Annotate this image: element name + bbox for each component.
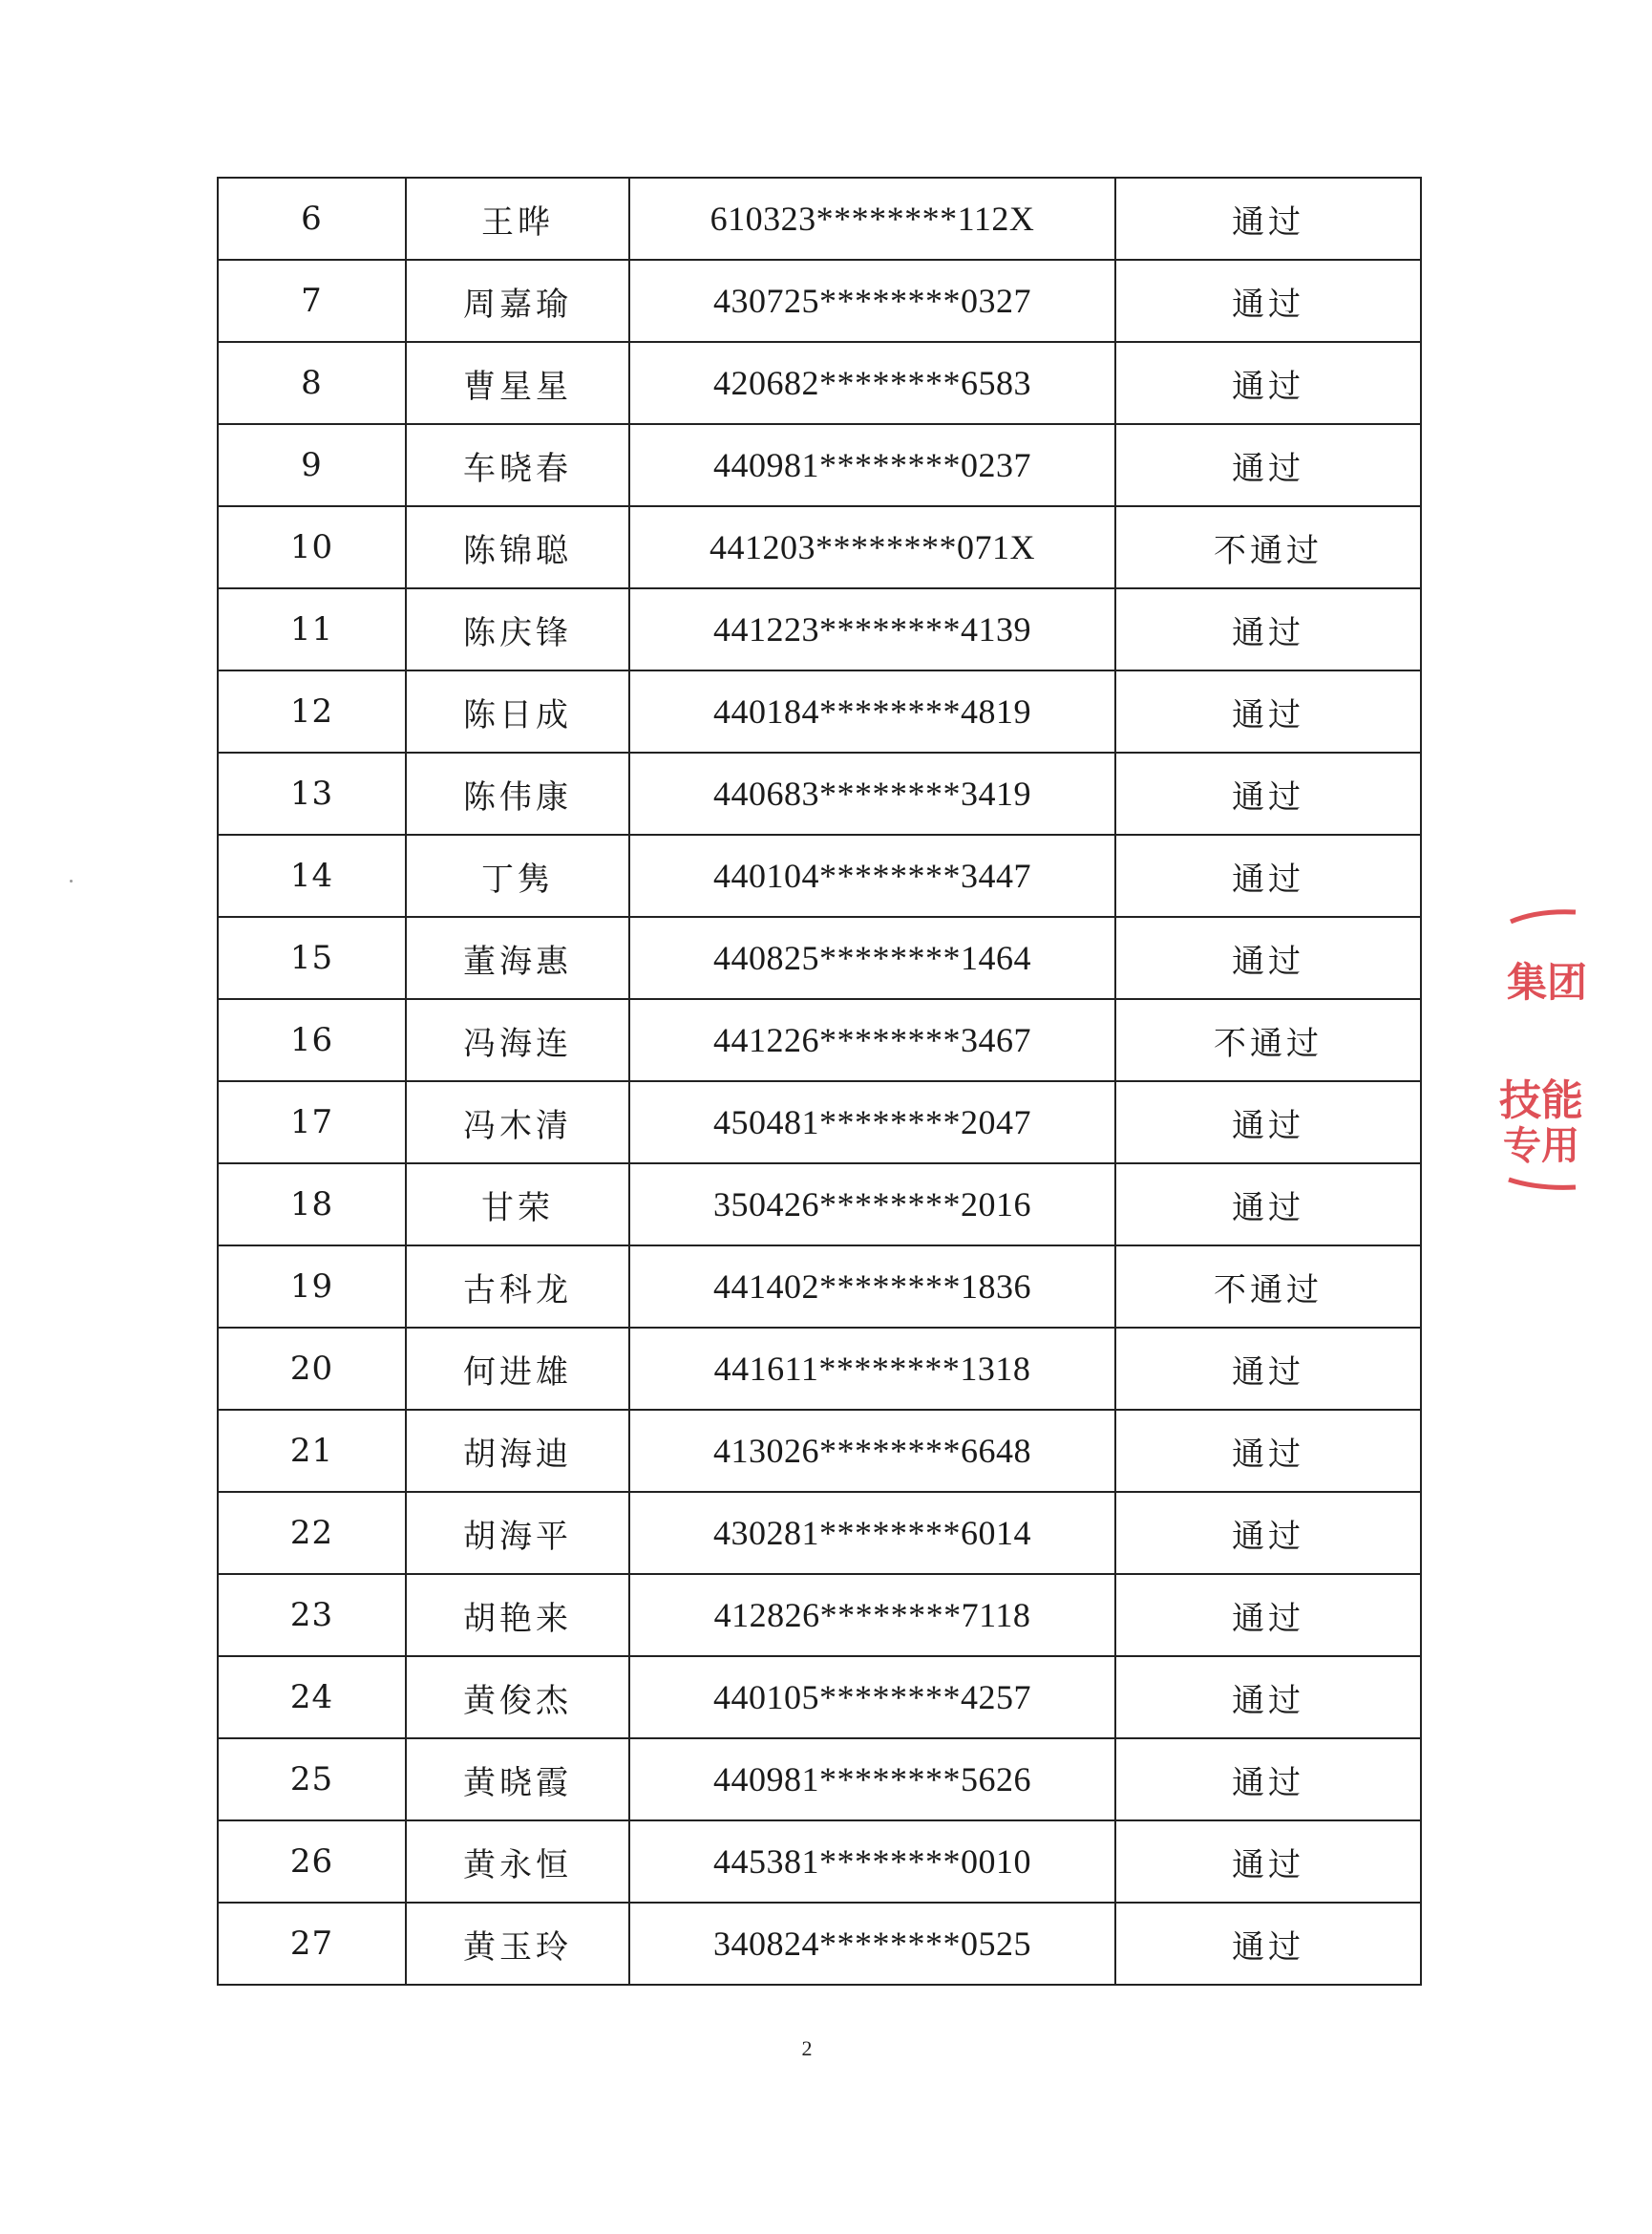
result-cell: 通过 <box>1115 1903 1421 1985</box>
name-cell: 陈伟康 <box>406 753 629 835</box>
row-number-cell: 7 <box>218 260 406 342</box>
id-number-cell: 440104********3447 <box>629 835 1115 917</box>
id-number-cell: 413026********6648 <box>629 1410 1115 1492</box>
id-number-cell: 441223********4139 <box>629 588 1115 670</box>
name-cell: 冯海连 <box>406 999 629 1081</box>
result-cell: 通过 <box>1115 670 1421 753</box>
table-row <box>218 1163 1421 1245</box>
result-cell: 通过 <box>1115 1820 1421 1903</box>
result-cell: 通过 <box>1115 753 1421 835</box>
id-number-cell: 441611********1318 <box>629 1328 1115 1410</box>
name-cell: 陈锦聪 <box>406 506 629 588</box>
table-row <box>218 424 1421 506</box>
row-number-cell: 13 <box>218 753 406 835</box>
name-cell: 胡海平 <box>406 1492 629 1574</box>
table-row <box>218 1328 1421 1410</box>
table-row <box>218 917 1421 999</box>
name-cell: 曹星星 <box>406 342 629 424</box>
name-cell: 胡海迪 <box>406 1410 629 1492</box>
name-cell: 何进雄 <box>406 1328 629 1410</box>
table-row <box>218 1410 1421 1492</box>
id-number-cell: 430281********6014 <box>629 1492 1115 1574</box>
result-cell: 通过 <box>1115 1656 1421 1738</box>
result-cell: 通过 <box>1115 588 1421 670</box>
id-number-cell: 441226********3467 <box>629 999 1115 1081</box>
id-number-cell: 440105********4257 <box>629 1656 1115 1738</box>
result-cell: 通过 <box>1115 1738 1421 1820</box>
name-cell: 周嘉瑜 <box>406 260 629 342</box>
name-cell: 甘荣 <box>406 1163 629 1245</box>
table-row <box>218 1492 1421 1574</box>
table-row <box>218 1656 1421 1738</box>
row-number-cell: 25 <box>218 1738 406 1820</box>
official-seal-stamp <box>1499 893 1588 1199</box>
table-row <box>218 1574 1421 1656</box>
result-cell: 不通过 <box>1115 1245 1421 1328</box>
id-number-cell: 610323********112X <box>629 178 1115 260</box>
scan-speck <box>70 880 73 883</box>
row-number-cell: 12 <box>218 670 406 753</box>
id-number-cell: 440825********1464 <box>629 917 1115 999</box>
id-number-cell: 440981********5626 <box>629 1738 1115 1820</box>
page-number: 2 <box>801 2036 813 2060</box>
table-row <box>218 588 1421 670</box>
id-number-cell: 412826********7118 <box>629 1574 1115 1656</box>
row-number-cell: 14 <box>218 835 406 917</box>
id-number-cell: 440981********0237 <box>629 424 1115 506</box>
id-number-cell: 441402********1836 <box>629 1245 1115 1328</box>
name-cell: 黄俊杰 <box>406 1656 629 1738</box>
result-cell: 不通过 <box>1115 506 1421 588</box>
table-row <box>218 1903 1421 1985</box>
row-number-cell: 16 <box>218 999 406 1081</box>
row-number-cell: 26 <box>218 1820 406 1903</box>
result-cell: 通过 <box>1115 178 1421 260</box>
row-number-cell: 10 <box>218 506 406 588</box>
id-number-cell: 441203********071X <box>629 506 1115 588</box>
result-cell: 通过 <box>1115 1328 1421 1410</box>
name-cell: 胡艳来 <box>406 1574 629 1656</box>
result-cell: 通过 <box>1115 342 1421 424</box>
name-cell: 车晓春 <box>406 424 629 506</box>
result-cell: 不通过 <box>1115 999 1421 1081</box>
table-row <box>218 342 1421 424</box>
name-cell: 王晔 <box>406 178 629 260</box>
id-number-cell: 445381********0010 <box>629 1820 1115 1903</box>
result-cell: 通过 <box>1115 1163 1421 1245</box>
stamp-text-top: 集团 <box>1507 959 1588 1006</box>
row-number-cell: 20 <box>218 1328 406 1410</box>
id-number-cell: 450481********2047 <box>629 1081 1115 1163</box>
result-cell: 通过 <box>1115 917 1421 999</box>
row-number-cell: 18 <box>218 1163 406 1245</box>
table-row <box>218 1081 1421 1163</box>
table-row <box>218 1820 1421 1903</box>
name-cell: 丁隽 <box>406 835 629 917</box>
name-cell: 黄永恒 <box>406 1820 629 1903</box>
result-cell: 通过 <box>1115 1574 1421 1656</box>
table-row <box>218 1245 1421 1328</box>
row-number-cell: 15 <box>218 917 406 999</box>
table-row <box>218 999 1421 1081</box>
stamp-text-bottom: 专用 <box>1503 1124 1579 1168</box>
result-cell: 通过 <box>1115 260 1421 342</box>
id-number-cell: 430725********0327 <box>629 260 1115 342</box>
table-row <box>218 753 1421 835</box>
seal-stamp-graphic <box>1499 893 1652 1199</box>
id-number-cell: 420682********6583 <box>629 342 1115 424</box>
row-number-cell: 19 <box>218 1245 406 1328</box>
table-row <box>218 506 1421 588</box>
table-row <box>218 260 1421 342</box>
id-number-cell: 440184********4819 <box>629 670 1115 753</box>
name-cell: 古科龙 <box>406 1245 629 1328</box>
row-number-cell: 24 <box>218 1656 406 1738</box>
row-number-cell: 22 <box>218 1492 406 1574</box>
row-number-cell: 11 <box>218 588 406 670</box>
result-cell: 通过 <box>1115 424 1421 506</box>
id-number-cell: 340824********0525 <box>629 1903 1115 1985</box>
name-cell: 黄玉玲 <box>406 1903 629 1985</box>
result-cell: 通过 <box>1115 1492 1421 1574</box>
row-number-cell: 21 <box>218 1410 406 1492</box>
name-cell: 陈庆锋 <box>406 588 629 670</box>
row-number-cell: 8 <box>218 342 406 424</box>
name-cell: 董海惠 <box>406 917 629 999</box>
results-table-body <box>218 178 1421 1985</box>
row-number-cell: 17 <box>218 1081 406 1163</box>
row-number-cell: 23 <box>218 1574 406 1656</box>
result-cell: 通过 <box>1115 1410 1421 1492</box>
result-cell: 通过 <box>1115 1081 1421 1163</box>
table-row <box>218 835 1421 917</box>
table-row <box>218 1738 1421 1820</box>
results-table <box>217 177 1422 1986</box>
id-number-cell: 440683********3419 <box>629 753 1115 835</box>
name-cell: 黄晓霞 <box>406 1738 629 1820</box>
stamp-text-middle: 技能 <box>1499 1076 1583 1125</box>
row-number-cell: 9 <box>218 424 406 506</box>
result-cell: 通过 <box>1115 835 1421 917</box>
table-row <box>218 178 1421 260</box>
table-row <box>218 670 1421 753</box>
row-number-cell: 6 <box>218 178 406 260</box>
name-cell: 冯木清 <box>406 1081 629 1163</box>
name-cell: 陈日成 <box>406 670 629 753</box>
row-number-cell: 27 <box>218 1903 406 1985</box>
id-number-cell: 350426********2016 <box>629 1163 1115 1245</box>
